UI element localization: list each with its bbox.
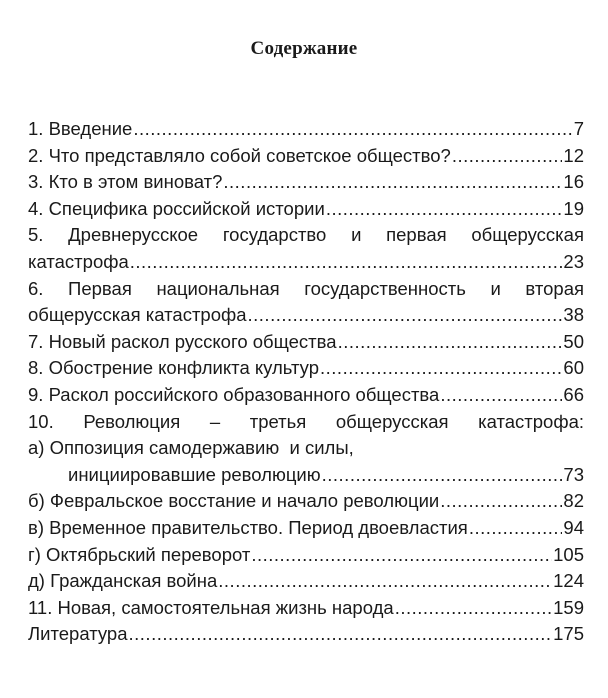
toc-entry-text: общерусская катастрофа <box>28 304 247 326</box>
dot-leader <box>452 143 563 170</box>
dot-leader <box>440 488 562 515</box>
toc-entry-text: 1. Введение <box>28 118 133 139</box>
toc-entry-text: 10. Революция – третья общерусская катастрофа: <box>28 410 584 432</box>
dot-leader <box>338 329 563 356</box>
dot-leader <box>133 116 572 143</box>
toc-entry-text: катастрофа <box>28 250 129 272</box>
toc-page-number: 7 <box>573 118 584 139</box>
dot-leader <box>248 302 563 329</box>
toc-entry-new-schism <box>28 329 584 356</box>
toc-page-number: 19 <box>563 197 584 219</box>
dot-leader <box>440 382 562 409</box>
dot-leader <box>129 621 553 648</box>
toc-page-number: 38 <box>563 304 584 326</box>
toc-entry-national-statehood-line1 <box>28 276 584 303</box>
toc-entry-introduction <box>28 116 584 143</box>
toc-subentry-provisional-government <box>28 515 584 542</box>
toc-entry-who-is-to-blame <box>28 169 584 196</box>
toc-entry-text: 3. Кто в этом виноват? <box>28 171 223 193</box>
toc-page-number: 94 <box>563 516 584 538</box>
toc-entry-text: инициировавшие революцию <box>68 463 321 485</box>
toc-subentry-february-uprising <box>28 488 584 515</box>
toc-entry-text: г) Октябрьский переворот <box>28 543 251 565</box>
toc-subentry-opposition-line2 <box>28 462 584 489</box>
toc-entry-text: 8. Обострение конфликта культур <box>28 357 320 379</box>
toc-subentry-opposition-line1 <box>28 435 584 462</box>
dot-leader <box>326 196 563 223</box>
toc-entry-russian-history <box>28 196 584 223</box>
toc-entry-text: Литература <box>28 623 128 645</box>
toc-entry-revolution <box>28 409 584 436</box>
toc-entry-national-statehood-line2 <box>28 302 584 329</box>
toc-page-number: 105 <box>553 543 584 565</box>
toc-page-number: 66 <box>563 383 584 405</box>
toc-entry-text: 4. Специфика российской истории <box>28 197 325 219</box>
toc-entry-ancient-rus-line1 <box>28 222 584 249</box>
toc-entry-text: 2. Что представляло собой советское общество? <box>28 144 451 166</box>
toc-page-number: 16 <box>563 171 584 193</box>
toc-entry-educated-society <box>28 382 584 409</box>
toc-page-number: 23 <box>563 250 584 272</box>
toc-page-number: 60 <box>563 357 584 379</box>
dot-leader <box>223 169 562 196</box>
dot-leader <box>130 249 563 276</box>
toc-entry-text: б) Февральское восстание и начало революции <box>28 490 440 512</box>
toc-entry-soviet-society <box>28 143 584 170</box>
dot-leader <box>322 462 563 489</box>
toc-entry-text: 9. Раскол российского образованного общества <box>28 383 440 405</box>
toc-entry-text: 7. Новый раскол русского общества <box>28 330 337 352</box>
toc-page-number: 124 <box>553 570 584 592</box>
table-of-contents <box>28 116 584 648</box>
dot-leader <box>469 515 563 542</box>
toc-entry-ancient-rus-line2 <box>28 249 584 276</box>
toc-entry-text: а) Оппозиция самодержавию и силы, <box>28 437 354 459</box>
dot-leader <box>320 355 562 382</box>
page-title: Содержание <box>250 38 358 59</box>
toc-page-number: 50 <box>563 330 584 352</box>
dot-leader <box>395 595 552 622</box>
toc-page-number: 12 <box>563 144 584 166</box>
toc-entry-culture-conflict <box>28 355 584 382</box>
toc-page-number: 159 <box>553 596 584 618</box>
toc-page-number: 73 <box>563 463 584 485</box>
dot-leader <box>251 542 552 569</box>
toc-entry-text: 6. Первая национальная государственность и вторая <box>28 277 584 299</box>
toc-entry-text: д) Гражданская война <box>28 570 218 592</box>
toc-entry-text: 5. Древнерусское государство и первая общерусская <box>28 224 584 246</box>
toc-entry-literature <box>28 621 584 648</box>
dot-leader <box>218 568 552 595</box>
toc-subentry-october-coup <box>28 542 584 569</box>
toc-entry-independent-life <box>28 595 584 622</box>
toc-page-number: 82 <box>563 490 584 512</box>
toc-entry-text: в) Временное правительство. Период двоевластия <box>28 516 468 538</box>
toc-page-number: 175 <box>553 623 584 645</box>
toc-entry-text: 11. Новая, самостоятельная жизнь народа <box>28 596 394 618</box>
toc-subentry-civil-war <box>28 568 584 595</box>
